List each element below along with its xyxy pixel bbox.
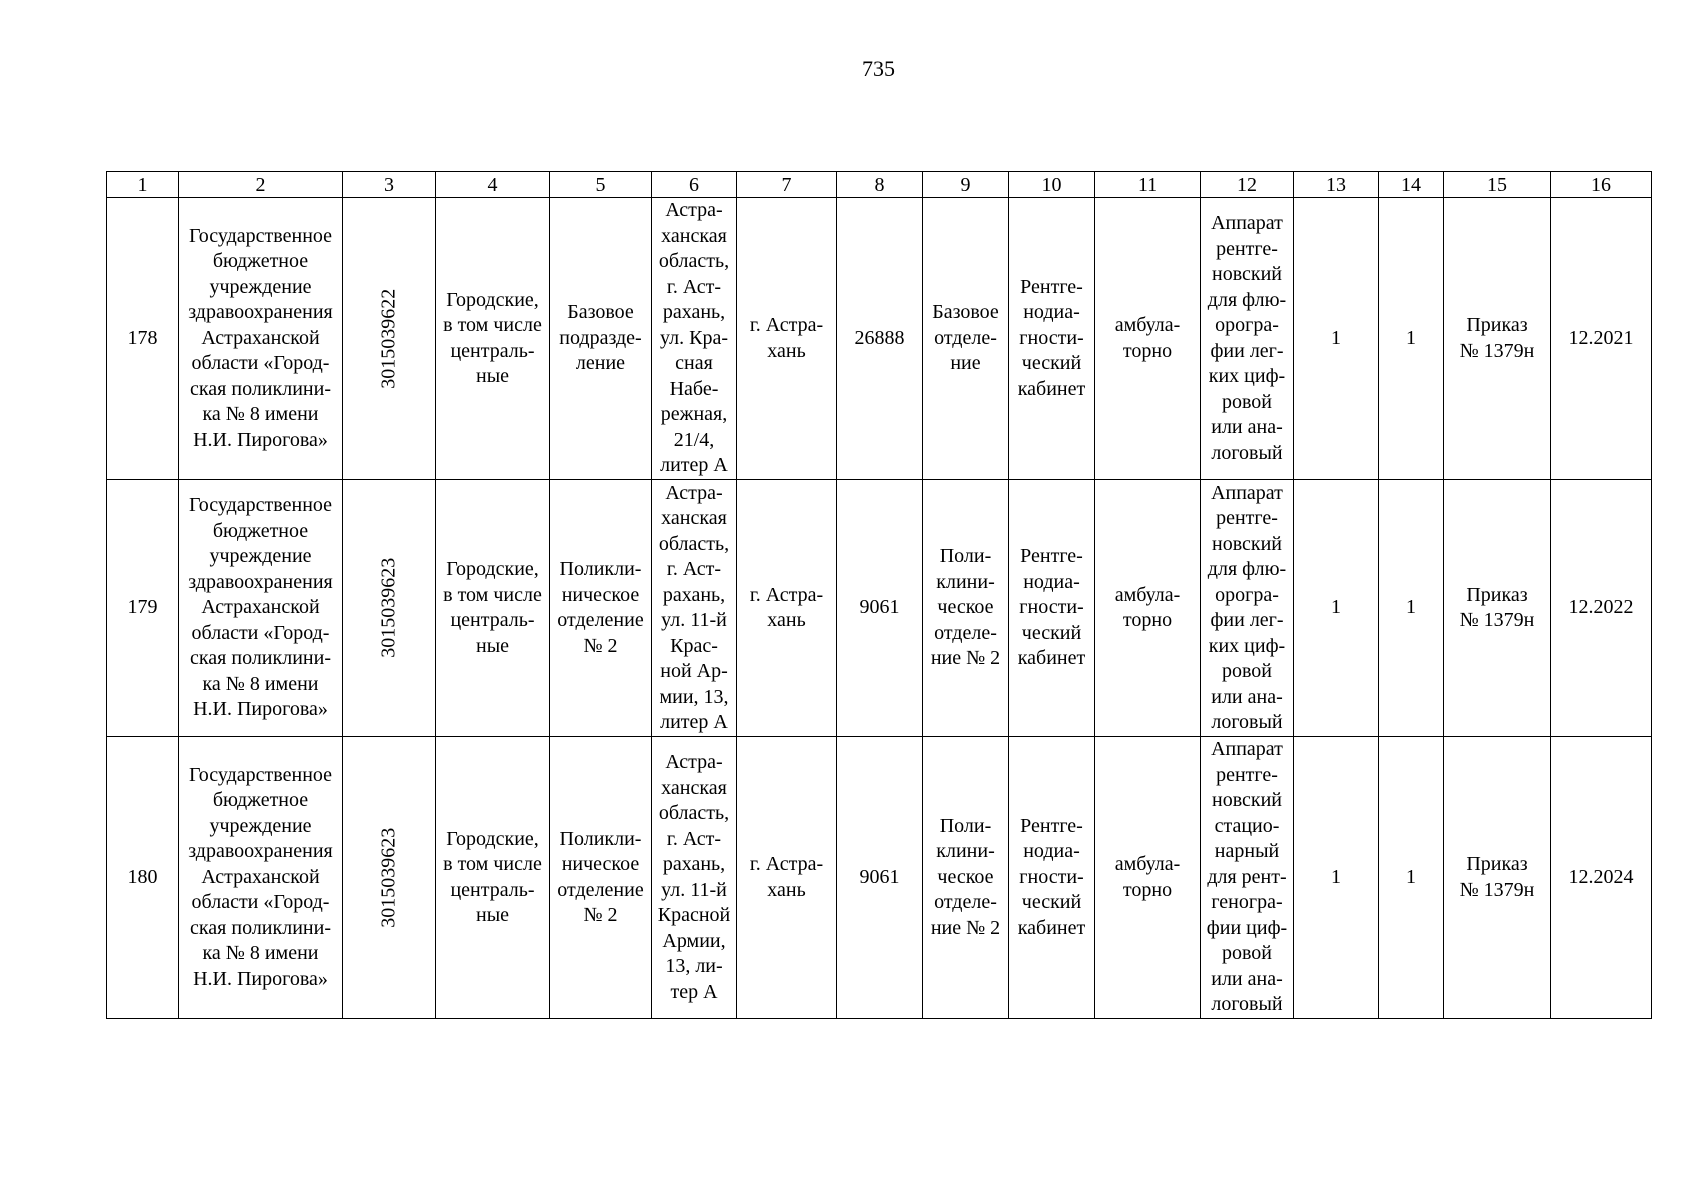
address-cell: Астра- ханская область, г. Аст- рахань, ул. Кра- сная Набе- режная, 21/4, литер А: [652, 198, 737, 480]
date-cell: 12.2021: [1551, 198, 1652, 480]
column-header: 12: [1201, 172, 1294, 198]
column-header: 13: [1294, 172, 1379, 198]
column-header: 9: [923, 172, 1009, 198]
column-header: 15: [1444, 172, 1551, 198]
unit-cell: Поликли- ническое отделение № 2: [550, 480, 652, 737]
department-cell: Базовое отделе- ние: [923, 198, 1009, 480]
organization-cell: Государственное бюджетное учреждение здравоохранения Астраханской области «Город- ская поликлини- ка № 8 имени Н.И. Пирогова»: [179, 480, 343, 737]
row-number: 179: [107, 480, 179, 737]
row-number: 178: [107, 198, 179, 480]
type-cell: Городские, в том числе централь- ные: [436, 198, 550, 480]
col14-cell: 1: [1379, 480, 1444, 737]
table-row: [107, 480, 1652, 737]
department-cell: Поли- клини- ческое отделе- ние № 2: [923, 737, 1009, 1019]
mode-cell: амбула- торно: [1095, 480, 1201, 737]
department-cell: Поли- клини- ческое отделе- ние № 2: [923, 480, 1009, 737]
table-row: [107, 198, 1652, 480]
count-cell: 26888: [837, 198, 923, 480]
column-header: 6: [652, 172, 737, 198]
mode-cell: амбула- торно: [1095, 737, 1201, 1019]
city-cell: г. Астра- хань: [737, 480, 837, 737]
column-header: 16: [1551, 172, 1652, 198]
col14-cell: 1: [1379, 737, 1444, 1019]
unit-cell: Базовое подразде- ление: [550, 198, 652, 480]
col14-cell: 1: [1379, 198, 1444, 480]
count-cell: 9061: [837, 737, 923, 1019]
code-cell: 3015039623: [343, 480, 436, 737]
cabinet-cell: Рентге- нодиа- гности- ческий кабинет: [1009, 737, 1095, 1019]
mode-cell: амбула- торно: [1095, 198, 1201, 480]
column-header: 3: [343, 172, 436, 198]
column-header: 1: [107, 172, 179, 198]
date-cell: 12.2024: [1551, 737, 1652, 1019]
column-header: 7: [737, 172, 837, 198]
organization-cell: Государственное бюджетное учреждение здравоохранения Астраханской области «Город- ская поликлини- ка № 8 имени Н.И. Пирогова»: [179, 737, 343, 1019]
table-row: [107, 737, 1652, 1019]
cabinet-cell: Рентге- нодиа- гности- ческий кабинет: [1009, 480, 1095, 737]
equipment-cell: Аппарат рентге- новский для флю- орогра- фии лег- ких циф- ровой или ана- логовый: [1201, 480, 1294, 737]
equipment-cell: Аппарат рентге- новский для флю- орогра- фии лег- ких циф- ровой или ана- логовый: [1201, 198, 1294, 480]
type-cell: Городские, в том числе централь- ные: [436, 480, 550, 737]
type-cell: Городские, в том числе централь- ные: [436, 737, 550, 1019]
row-number: 180: [107, 737, 179, 1019]
column-header: 8: [837, 172, 923, 198]
code-cell: 3015039622: [343, 198, 436, 480]
city-cell: г. Астра- хань: [737, 198, 837, 480]
column-header: 5: [550, 172, 652, 198]
city-cell: г. Астра- хань: [737, 737, 837, 1019]
unit-cell: Поликли- ническое отделение № 2: [550, 737, 652, 1019]
cabinet-cell: Рентге- нодиа- гности- ческий кабинет: [1009, 198, 1095, 480]
code-cell: 3015039623: [343, 737, 436, 1019]
page-number: 735: [862, 56, 895, 81]
column-header: 11: [1095, 172, 1201, 198]
col13-cell: 1: [1294, 198, 1379, 480]
data-table: [106, 171, 1652, 1019]
organization-cell: Государственное бюджетное учреждение здравоохранения Астраханской области «Город- ская поликлини- ка № 8 имени Н.И. Пирогова»: [179, 198, 343, 480]
address-cell: Астра- ханская область, г. Аст- рахань, ул. 11-й Красной Армии, 13, ли- тер А: [652, 737, 737, 1019]
address-cell: Астра- ханская область, г. Аст- рахань, ул. 11-й Крас- ной Ар- мии, 13, литер А: [652, 480, 737, 737]
count-cell: 9061: [837, 480, 923, 737]
column-header: 14: [1379, 172, 1444, 198]
date-cell: 12.2022: [1551, 480, 1652, 737]
col13-cell: 1: [1294, 737, 1379, 1019]
column-header: 4: [436, 172, 550, 198]
order-cell: Приказ № 1379н: [1444, 198, 1551, 480]
equipment-cell: Аппарат рентге- новский стацио- нарный для рент- геногра- фии циф- ровой или ана- логовый: [1201, 737, 1294, 1019]
order-cell: Приказ № 1379н: [1444, 480, 1551, 737]
header-row: [107, 172, 1652, 198]
column-header: 2: [179, 172, 343, 198]
col13-cell: 1: [1294, 480, 1379, 737]
column-header: 10: [1009, 172, 1095, 198]
order-cell: Приказ № 1379н: [1444, 737, 1551, 1019]
